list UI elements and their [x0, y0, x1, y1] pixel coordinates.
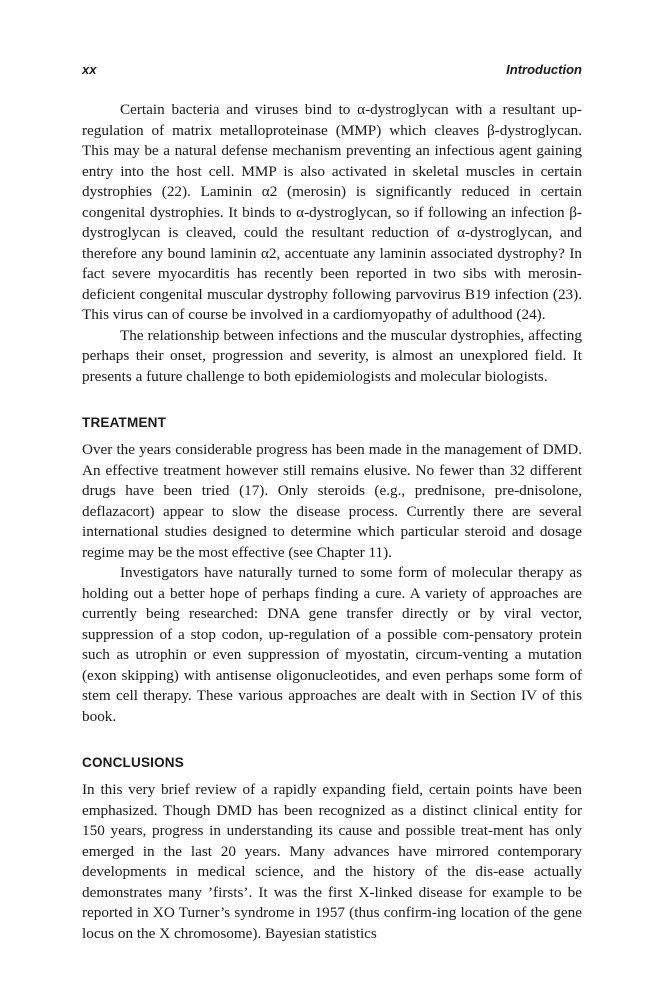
- page-number: xx: [82, 62, 97, 77]
- paragraph: Over the years considerable progress has been made in the management of DMD. An effective treatment however still remains elusive. No fewer than 32 different drugs have been tried (17). Only steroids (e.g., prednisone, pre-dnisolone, deflazacort) appear to slow the disease process. Currently there are several international studies designed to determine which particular steroid and dosage regime may be the most effective (see Chapter 11).: [82, 441, 582, 561]
- paragraph: In this very brief review of a rapidly expanding field, certain points have been emphasized. Though DMD has been recognized as a distinct clinical entity for 150 years, progress in understanding its cause and possible treat-ment has only emerged in the last 20 years. Many advances have mirrored contemporary developments in medical science, and the history of the dis-ease actually demonstrates many ’firsts’. It was the first X-linked disease for example to be reported in XO Turner’s syndrome in 1957 (thus confirm-ing location of the gene locus on the X chromosome). Bayesian statistics: [82, 781, 582, 942]
- conclusions-section: [82, 780, 582, 944]
- book-page: [82, 62, 582, 944]
- section-heading-treatment: TREATMENT: [82, 415, 167, 430]
- treatment-section: [82, 440, 582, 727]
- paragraph: Certain bacteria and viruses bind to α-dystroglycan with a resultant up-regulation of matrix metalloproteinase (MMP) which cleaves β-dystroglycan. This may be a natural defense mechanism preventing an infectious agent gaining entry into the host cell. MMP is also activated in skeletal muscles in certain dystrophies (22). Laminin α2 (merosin) is significantly reduced in certain congenital dystrophies. It binds to α-dystroglycan, so if following an infection β-dystroglycan is cleaved, could the resultant reduction of α-dystroglycan, and therefore any bound laminin α2, accentuate any laminin associated dystrophy? In fact severe myocarditis has recently been reported in two sibs with merosin-deficient congenital muscular dystrophy following parvovirus B19 infection (23). This virus can of course be involved in a cardiomyopathy of adulthood (24).: [82, 101, 582, 323]
- intro-section: [82, 100, 582, 387]
- running-head: [82, 62, 582, 80]
- paragraph: Investigators have naturally turned to some form of molecular therapy as holding out a better hope of perhaps finding a cure. A variety of approaches are currently being researched: DNA gene transfer directly or by viral vector, suppression of a stop codon, up-regulation of a possible com-pensatory protein such as utrophin or even suppression of myostatin, circum-venting a mutation (exon skipping) with antisense oligonucleotides, and even perhaps some form of stem cell therapy. These various approaches are dealt with in Section IV of this book.: [82, 564, 582, 725]
- running-head-section: Introduction: [506, 62, 582, 77]
- section-heading-conclusions: CONCLUSIONS: [82, 755, 184, 770]
- paragraph: The relationship between infections and the muscular dystrophies, affecting perhaps their onset, progression and severity, is almost an unexplored field. It presents a future challenge to both epidemiologists and molecular biologists.: [82, 326, 582, 385]
